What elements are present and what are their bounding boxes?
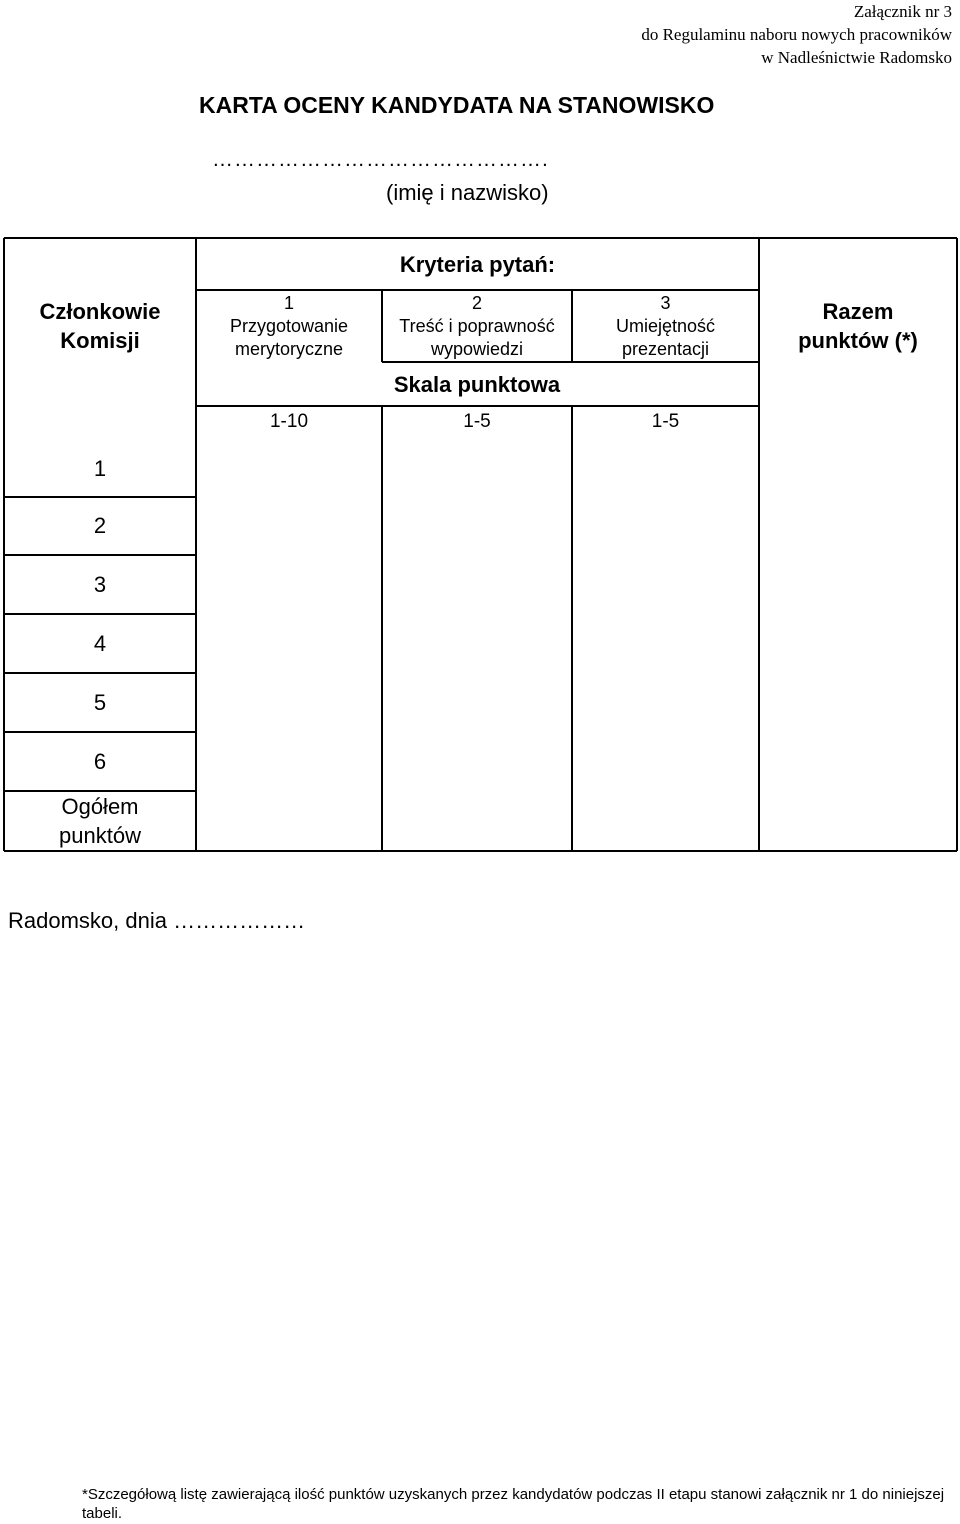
scale-header — [382, 362, 572, 406]
member-row-2-label: 2 — [93, 513, 107, 538]
scale-criterion-1: 1-10 — [269, 411, 309, 432]
total-row-label-text: Ogółem punktów — [59, 794, 141, 848]
criterion-2-label: Treść i poprawność wypowiedzi — [399, 315, 555, 359]
attachment-regulation: do Regulaminu naboru nowych pracowników — [641, 25, 952, 44]
scale-header-label: Skala punktowa — [393, 371, 561, 397]
footnote: *Szczegółową listę zawierającą ilość punktów uzyskanych przez kandydatów podczas II etapu stanowi załącznik nr 1 do niniejszej tabeli. — [82, 1486, 945, 1522]
criteria-header-label: Kryteria pytań: — [399, 251, 556, 277]
score-cell-criterion-2[interactable] — [383, 440, 571, 850]
total-header — [759, 290, 957, 362]
members-header-label: Członkowie Komisji — [39, 299, 161, 353]
attachment-number: Załącznik nr 3 — [853, 2, 952, 21]
candidate-name-caption: (imię i nazwisko) — [386, 180, 549, 205]
total-row-label — [4, 791, 196, 851]
member-row-6-label: 6 — [93, 748, 107, 774]
criterion-3-header — [572, 290, 759, 362]
scale-criterion-2: 1-5 — [463, 411, 491, 432]
criterion-2-header — [382, 290, 572, 362]
score-cell-total[interactable] — [760, 407, 956, 850]
criterion-1-label: Przygotowanie merytoryczne — [229, 315, 349, 359]
criterion-3-number: 3 — [660, 292, 671, 313]
page-title: KARTA OCENY KANDYDATA NA STANOWISKO — [199, 92, 715, 118]
members-header — [4, 290, 196, 362]
place-and-date: Radomsko, dnia ……………… — [8, 908, 306, 933]
scale-criterion-3: 1-5 — [651, 411, 680, 432]
candidate-name-field[interactable]: ………………………………………. — [212, 148, 549, 171]
criterion-2-number: 2 — [471, 292, 482, 313]
criteria-header — [196, 238, 759, 290]
score-cell-criterion-3[interactable] — [573, 440, 758, 850]
criterion-1-header — [196, 290, 382, 362]
member-row-1-label: 1 — [93, 455, 107, 481]
member-row-3-label: 3 — [93, 571, 107, 597]
member-row-5-label: 5 — [93, 689, 107, 715]
criterion-3-label: Umiejętność prezentacji — [615, 315, 716, 359]
total-header-label: Razem punktów (*) — [798, 299, 918, 353]
attachment-institution: w Nadleśnictwie Radomsko — [761, 48, 952, 67]
criterion-1-number: 1 — [283, 292, 294, 313]
member-row-4-label: 4 — [93, 630, 107, 656]
score-cell-criterion-1[interactable] — [197, 440, 381, 850]
